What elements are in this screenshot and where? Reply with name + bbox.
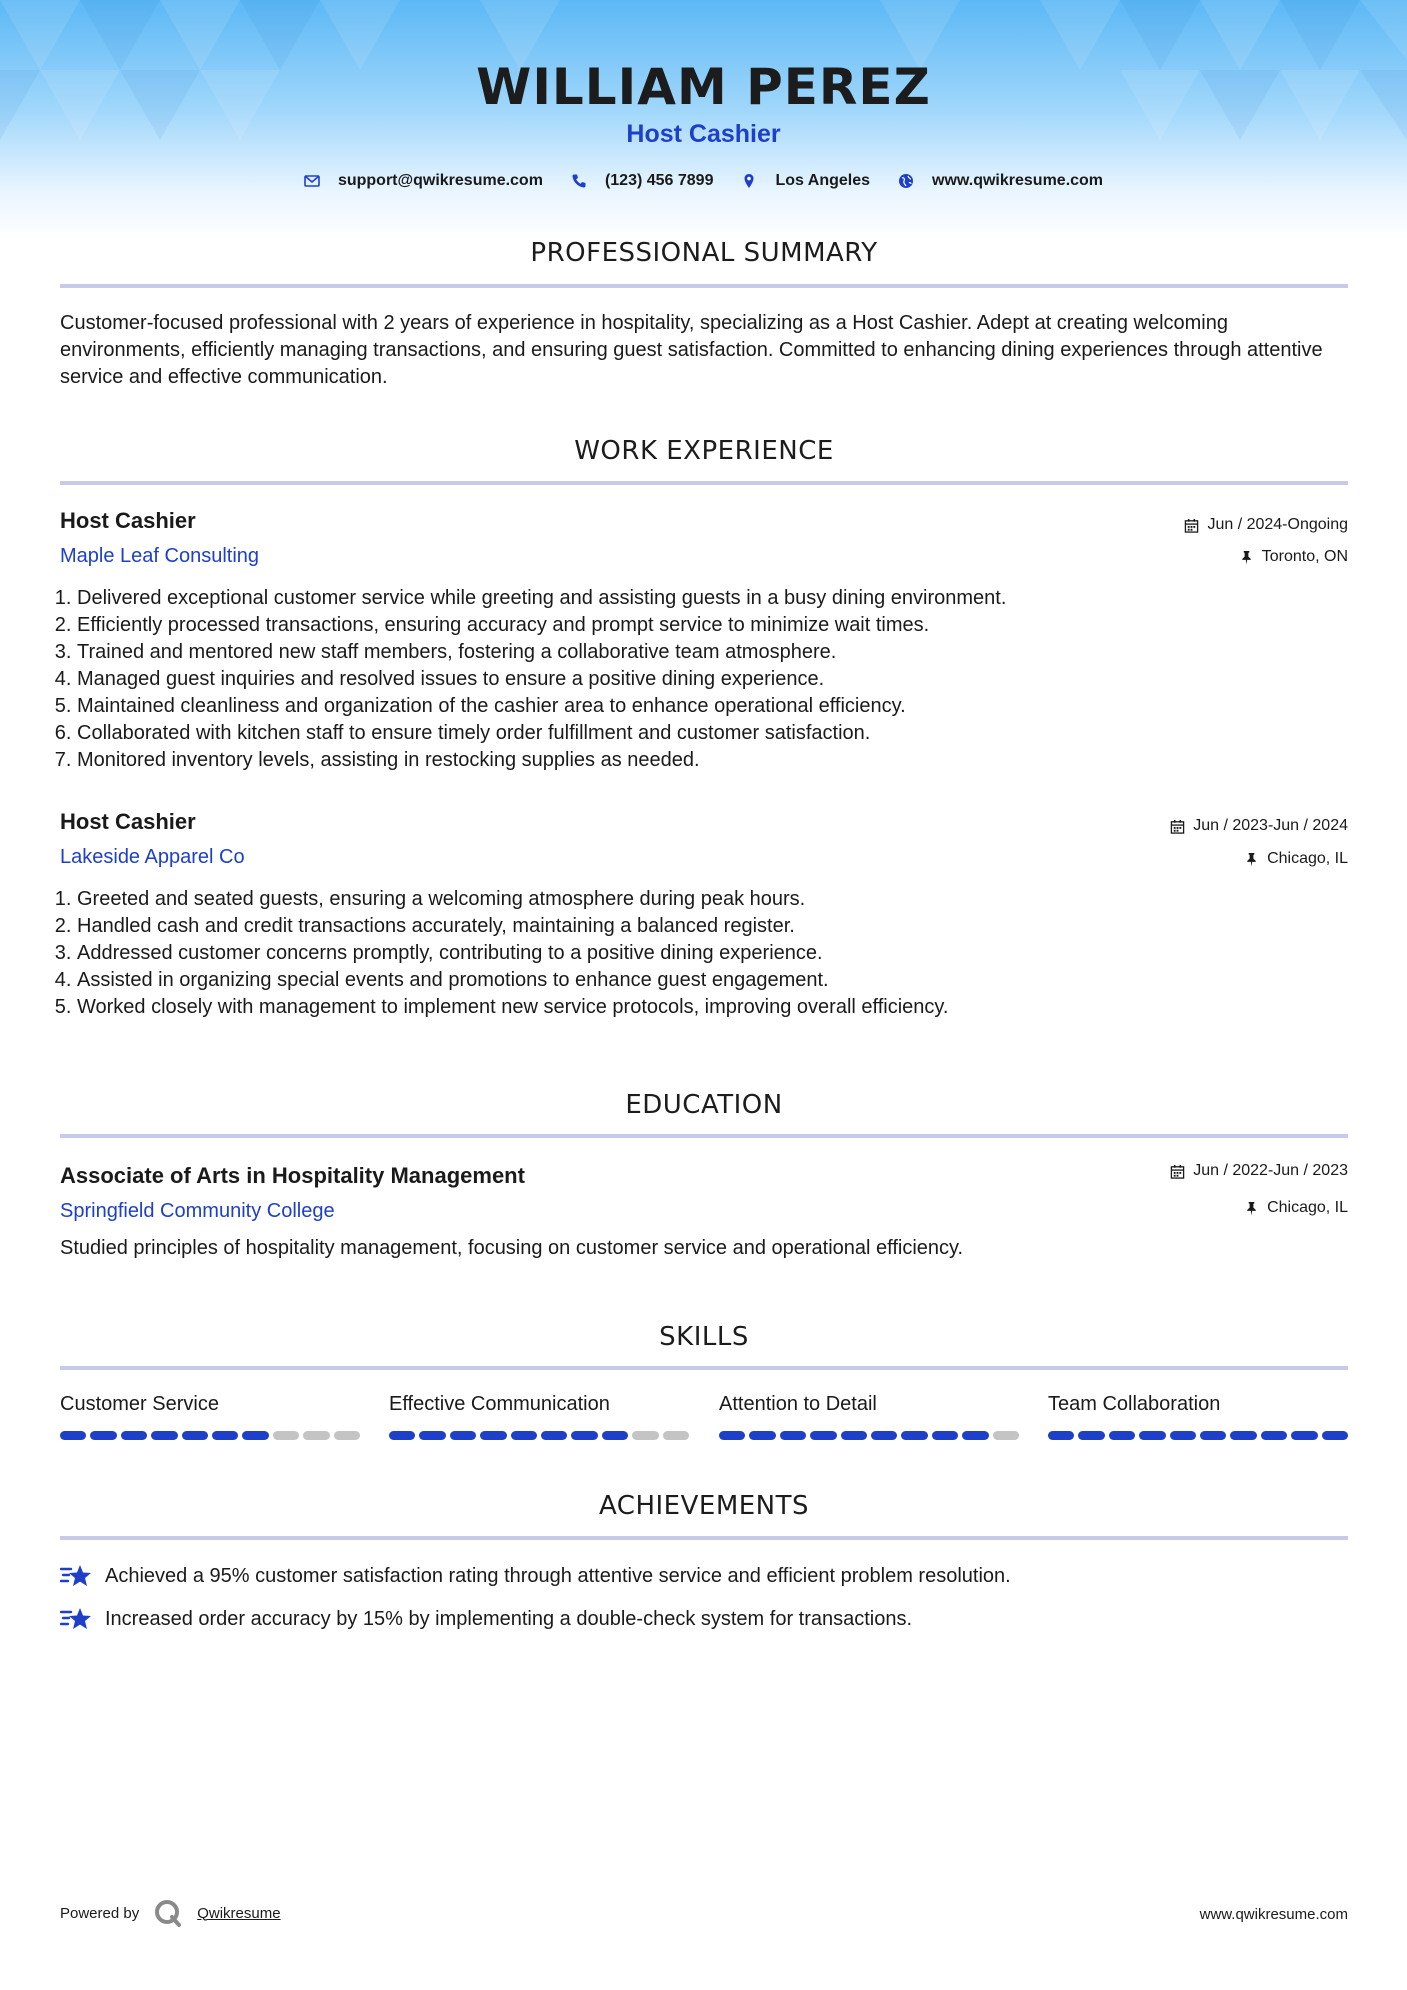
skills-heading: SKILLS bbox=[659, 1322, 749, 1352]
star-badge-icon bbox=[60, 1562, 92, 1590]
pushpin-icon bbox=[1244, 852, 1259, 867]
skill-segment-empty bbox=[663, 1431, 689, 1440]
contact-email[interactable] bbox=[304, 172, 543, 190]
skill-segment-filled bbox=[571, 1431, 597, 1440]
list-item: 1. Delivered exceptional customer service while greeting and assisting guests in a busy dining environment. bbox=[77, 585, 1365, 612]
powered-by-label: Powered by bbox=[60, 1904, 140, 1922]
achievement-item bbox=[60, 1605, 1348, 1633]
skill-segment-filled bbox=[60, 1431, 86, 1440]
experience-heading: WORK EXPERIENCE bbox=[574, 436, 834, 466]
skill-segment-empty bbox=[273, 1431, 299, 1440]
phone-icon bbox=[571, 173, 587, 189]
pushpin-icon bbox=[1239, 550, 1254, 565]
pushpin-icon bbox=[1244, 1201, 1259, 1216]
list-item: 3. Addressed customer concerns promptly, contributing to a positive dining experience. bbox=[77, 940, 1365, 967]
contact-location-text: Los Angeles bbox=[775, 172, 871, 189]
achievement-text: Increased order accuracy by 15% by implementing a double-check system for transactions. bbox=[105, 1607, 913, 1630]
job-location bbox=[1239, 548, 1348, 566]
skill-segment-filled bbox=[1048, 1431, 1074, 1440]
contact-website[interactable] bbox=[898, 172, 1103, 190]
skill-segment-filled bbox=[511, 1431, 537, 1440]
skill-segment-filled bbox=[841, 1431, 867, 1440]
skill-segment-filled bbox=[151, 1431, 177, 1440]
skill-segment-filled bbox=[1322, 1431, 1348, 1440]
job-title: Host Cashier bbox=[60, 508, 196, 533]
list-item: 5. Maintained cleanliness and organization of the cashier area to enhance operational efficiency. bbox=[77, 693, 1365, 720]
skill-segment-filled bbox=[419, 1431, 445, 1440]
list-item: 5. Worked closely with management to implement new service protocols, improving overall efficiency. bbox=[77, 994, 1365, 1021]
skill-attention-to-detail bbox=[719, 1393, 1019, 1440]
education-degree: Associate of Arts in Hospitality Management bbox=[60, 1163, 525, 1188]
skill-customer-service bbox=[60, 1393, 360, 1440]
skill-segment-filled bbox=[1078, 1431, 1104, 1440]
skill-segment-filled bbox=[450, 1431, 476, 1440]
job-location-text: Chicago, IL bbox=[1267, 850, 1348, 867]
skill-segment-filled bbox=[1170, 1431, 1196, 1440]
skill-segment-empty bbox=[303, 1431, 329, 1440]
candidate-name: WILLIAM PEREZ bbox=[476, 58, 931, 116]
job-location bbox=[1244, 850, 1348, 868]
job-company: Maple Leaf Consulting bbox=[60, 545, 260, 567]
achievement-item bbox=[60, 1562, 1348, 1590]
qwikresume-link[interactable]: Qwikresume bbox=[197, 1904, 281, 1922]
achievement-text: Achieved a 95% customer satisfaction rating through attentive service and efficient problem resolution. bbox=[105, 1564, 1011, 1587]
job-bullets bbox=[60, 585, 1365, 774]
map-marker-icon bbox=[741, 173, 757, 189]
skill-segment-filled bbox=[90, 1431, 116, 1440]
skill-rating-bar bbox=[1048, 1431, 1348, 1440]
skill-segment-filled bbox=[1109, 1431, 1135, 1440]
summary-text: Customer-focused professional with 2 years of experience in hospitality, specializing as a Host Cashier. Adept at creating welcoming environments, efficiently managing transactions, and ensuring guest satisfaction. Committed to enhancing dining experiences through attentive service and effective communication. bbox=[60, 312, 1323, 388]
skill-segment-filled bbox=[962, 1431, 988, 1440]
list-item: 4. Assisted in organizing special events and promotions to enhance guest engagement. bbox=[77, 967, 1365, 994]
skill-segment-filled bbox=[389, 1431, 415, 1440]
achievements-divider bbox=[60, 1536, 1348, 1540]
calendar-icon bbox=[1170, 1164, 1185, 1179]
list-item: 2. Efficiently processed transactions, ensuring accuracy and prompt service to minimize wait times. bbox=[77, 612, 1365, 639]
skill-segment-filled bbox=[901, 1431, 927, 1440]
list-item: 4. Managed guest inquiries and resolved issues to ensure a positive dining experience. bbox=[77, 666, 1365, 693]
skill-segment-filled bbox=[1200, 1431, 1226, 1440]
globe-icon bbox=[898, 173, 914, 189]
skill-segment-filled bbox=[719, 1431, 745, 1440]
summary-divider bbox=[60, 284, 1348, 288]
contact-email-text: support@qwikresume.com bbox=[337, 172, 543, 189]
skill-segment-empty bbox=[993, 1431, 1019, 1440]
skill-name: Attention to Detail bbox=[719, 1393, 877, 1415]
skill-name: Effective Communication bbox=[389, 1393, 610, 1415]
skill-segment-filled bbox=[1291, 1431, 1317, 1440]
skill-rating-bar bbox=[60, 1431, 360, 1440]
calendar-icon bbox=[1170, 819, 1185, 834]
skill-team-collaboration bbox=[1048, 1393, 1348, 1440]
skill-segment-filled bbox=[810, 1431, 836, 1440]
job-dates-text: Jun / 2024-Ongoing bbox=[1207, 516, 1348, 533]
job-location-text: Toronto, ON bbox=[1261, 548, 1348, 565]
education-location-text: Chicago, IL bbox=[1267, 1199, 1348, 1216]
skill-segment-filled bbox=[749, 1431, 775, 1440]
skill-rating-bar bbox=[719, 1431, 1019, 1440]
skill-segment-filled bbox=[1261, 1431, 1287, 1440]
envelope-icon bbox=[304, 173, 320, 189]
job-dates bbox=[1170, 817, 1348, 835]
contact-website-text: www.qwikresume.com bbox=[932, 172, 1104, 189]
contact-location bbox=[741, 172, 870, 190]
education-description: Studied principles of hospitality management, focusing on customer service and operational efficiency. bbox=[60, 1237, 964, 1259]
footer-powered-by bbox=[60, 1898, 281, 1928]
education-dates-text: Jun / 2022-Jun / 2023 bbox=[1193, 1162, 1348, 1179]
summary-heading: PROFESSIONAL SUMMARY bbox=[530, 238, 878, 268]
calendar-icon bbox=[1184, 518, 1199, 533]
skill-segment-filled bbox=[780, 1431, 806, 1440]
skill-segment-filled bbox=[212, 1431, 238, 1440]
skill-segment-filled bbox=[480, 1431, 506, 1440]
footer-website[interactable]: www.qwikresume.com bbox=[1199, 1906, 1348, 1923]
skills-divider bbox=[60, 1366, 1348, 1370]
experience-divider bbox=[60, 481, 1348, 485]
contact-phone-text: (123) 456 7899 bbox=[604, 172, 714, 189]
job-dates bbox=[1184, 516, 1348, 534]
list-item: 2. Handled cash and credit transactions accurately, maintaining a balanced register. bbox=[77, 913, 1365, 940]
star-badge-icon bbox=[60, 1605, 92, 1633]
education-school: Springfield Community College bbox=[60, 1200, 335, 1222]
contact-phone[interactable] bbox=[571, 172, 714, 190]
skill-segment-filled bbox=[871, 1431, 897, 1440]
skill-segment-filled bbox=[242, 1431, 268, 1440]
skill-segment-filled bbox=[932, 1431, 958, 1440]
job-company: Lakeside Apparel Co bbox=[60, 846, 245, 868]
list-item: 1. Greeted and seated guests, ensuring a welcoming atmosphere during peak hours. bbox=[77, 886, 1365, 913]
list-item: 6. Collaborated with kitchen staff to ensure timely order fulfillment and customer satisfaction. bbox=[77, 720, 1365, 747]
skill-name: Customer Service bbox=[60, 1393, 219, 1415]
skill-name: Team Collaboration bbox=[1048, 1393, 1221, 1415]
job-bullets bbox=[60, 886, 1365, 1021]
education-location bbox=[1244, 1199, 1348, 1217]
skill-effective-communication bbox=[389, 1393, 689, 1440]
skill-segment-empty bbox=[334, 1431, 360, 1440]
contact-bar bbox=[0, 172, 1407, 190]
job-title: Host Cashier bbox=[60, 809, 196, 834]
education-divider bbox=[60, 1134, 1348, 1138]
skill-segment-empty bbox=[632, 1431, 658, 1440]
skill-segment-filled bbox=[541, 1431, 567, 1440]
qwikresume-logo-icon bbox=[153, 1898, 183, 1928]
list-item: 7. Monitored inventory levels, assisting in restocking supplies as needed. bbox=[77, 747, 1365, 774]
skill-segment-filled bbox=[1230, 1431, 1256, 1440]
list-item: 3. Trained and mentored new staff members, fostering a collaborative team atmosphere. bbox=[77, 639, 1365, 666]
skill-segment-filled bbox=[1139, 1431, 1165, 1440]
job-dates-text: Jun / 2023-Jun / 2024 bbox=[1193, 817, 1348, 834]
skill-segment-filled bbox=[602, 1431, 628, 1440]
candidate-title: Host Cashier bbox=[626, 120, 781, 148]
skill-segment-filled bbox=[182, 1431, 208, 1440]
education-heading: EDUCATION bbox=[625, 1090, 783, 1120]
skill-rating-bar bbox=[389, 1431, 689, 1440]
skill-segment-filled bbox=[121, 1431, 147, 1440]
achievements-heading: ACHIEVEMENTS bbox=[598, 1491, 810, 1521]
education-dates bbox=[1170, 1162, 1348, 1180]
